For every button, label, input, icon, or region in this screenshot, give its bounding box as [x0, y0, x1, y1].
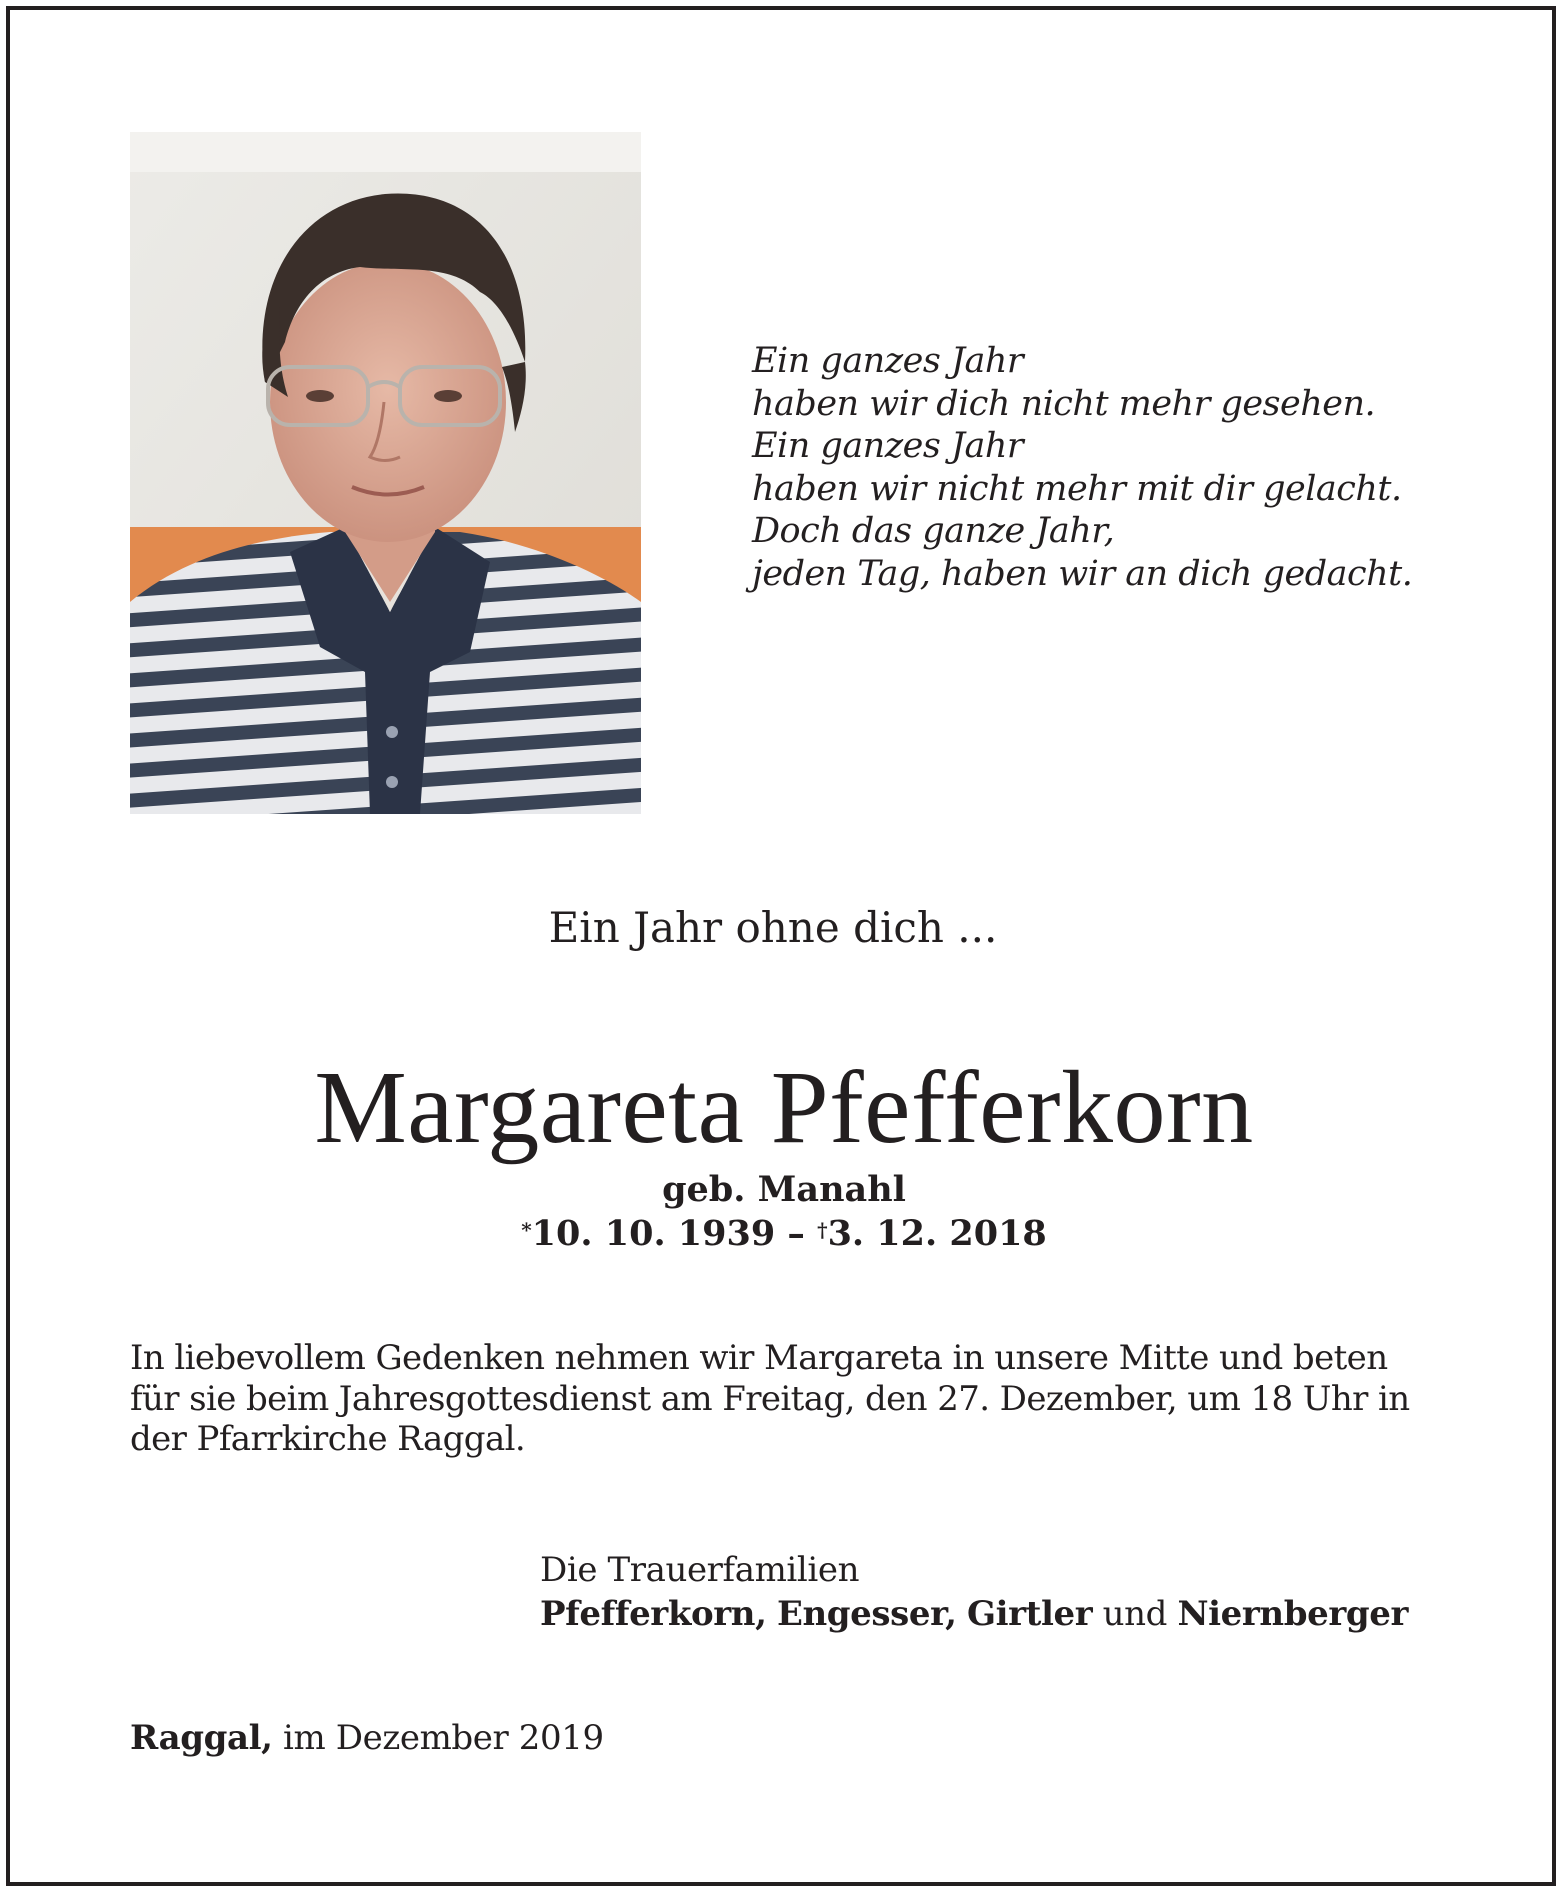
place-town: Raggal,: [130, 1718, 273, 1758]
signature-families: [540, 1592, 1460, 1636]
family-name: Girtler: [967, 1594, 1093, 1634]
date-separator: –: [775, 1213, 818, 1254]
poem: [752, 340, 1472, 595]
signature-conjunction: und: [1102, 1594, 1168, 1634]
signature: [540, 1548, 1460, 1636]
life-dates: [0, 1212, 1568, 1256]
message-line: für sie beim Jahresgottesdienst am Freitag, den 27. Dezember, um 18 Uhr in: [130, 1378, 1410, 1419]
portrait-photo: [130, 132, 641, 814]
deceased-name: Margareta Pfefferkorn: [314, 1050, 1254, 1165]
poem-line: jeden Tag, haben wir an dich gedacht.: [752, 553, 1413, 594]
headline-text: Ein Jahr ohne dich ...: [548, 903, 998, 952]
place-date-text: im Dezember 2019: [283, 1718, 604, 1758]
poem-line: haben wir nicht mehr mit dir gelacht.: [752, 468, 1402, 509]
death-date: 3. 12. 2018: [827, 1213, 1047, 1254]
birth-date: 10. 10. 1939: [531, 1213, 776, 1254]
portrait-illustration: [130, 132, 641, 814]
family-name: Pfefferkorn,: [540, 1594, 767, 1634]
poem-line: Ein ganzes Jahr: [752, 341, 1024, 381]
family-name: Niernberger: [1177, 1594, 1408, 1634]
headline: [0, 902, 1568, 954]
poem-line: Ein ganzes Jahr: [752, 426, 1024, 466]
poem-line: Doch das ganze Jahr,: [752, 511, 1115, 551]
message-line: der Pfarrkirche Raggal.: [130, 1419, 526, 1459]
message-line: In liebevollem Gedenken nehmen wir Margareta in unsere Mitte und beten: [130, 1338, 1388, 1378]
place-date: [130, 1716, 1030, 1760]
death-symbol: †: [817, 1218, 828, 1242]
birth-symbol: *: [521, 1218, 532, 1242]
poem-line: haben wir dich nicht mehr gesehen.: [752, 383, 1376, 424]
signature-intro: Die Trauerfamilien: [540, 1550, 860, 1590]
memorial-message: [130, 1338, 1450, 1460]
maiden-name: geb. Manahl: [662, 1169, 906, 1210]
family-name: Engesser,: [776, 1594, 957, 1634]
